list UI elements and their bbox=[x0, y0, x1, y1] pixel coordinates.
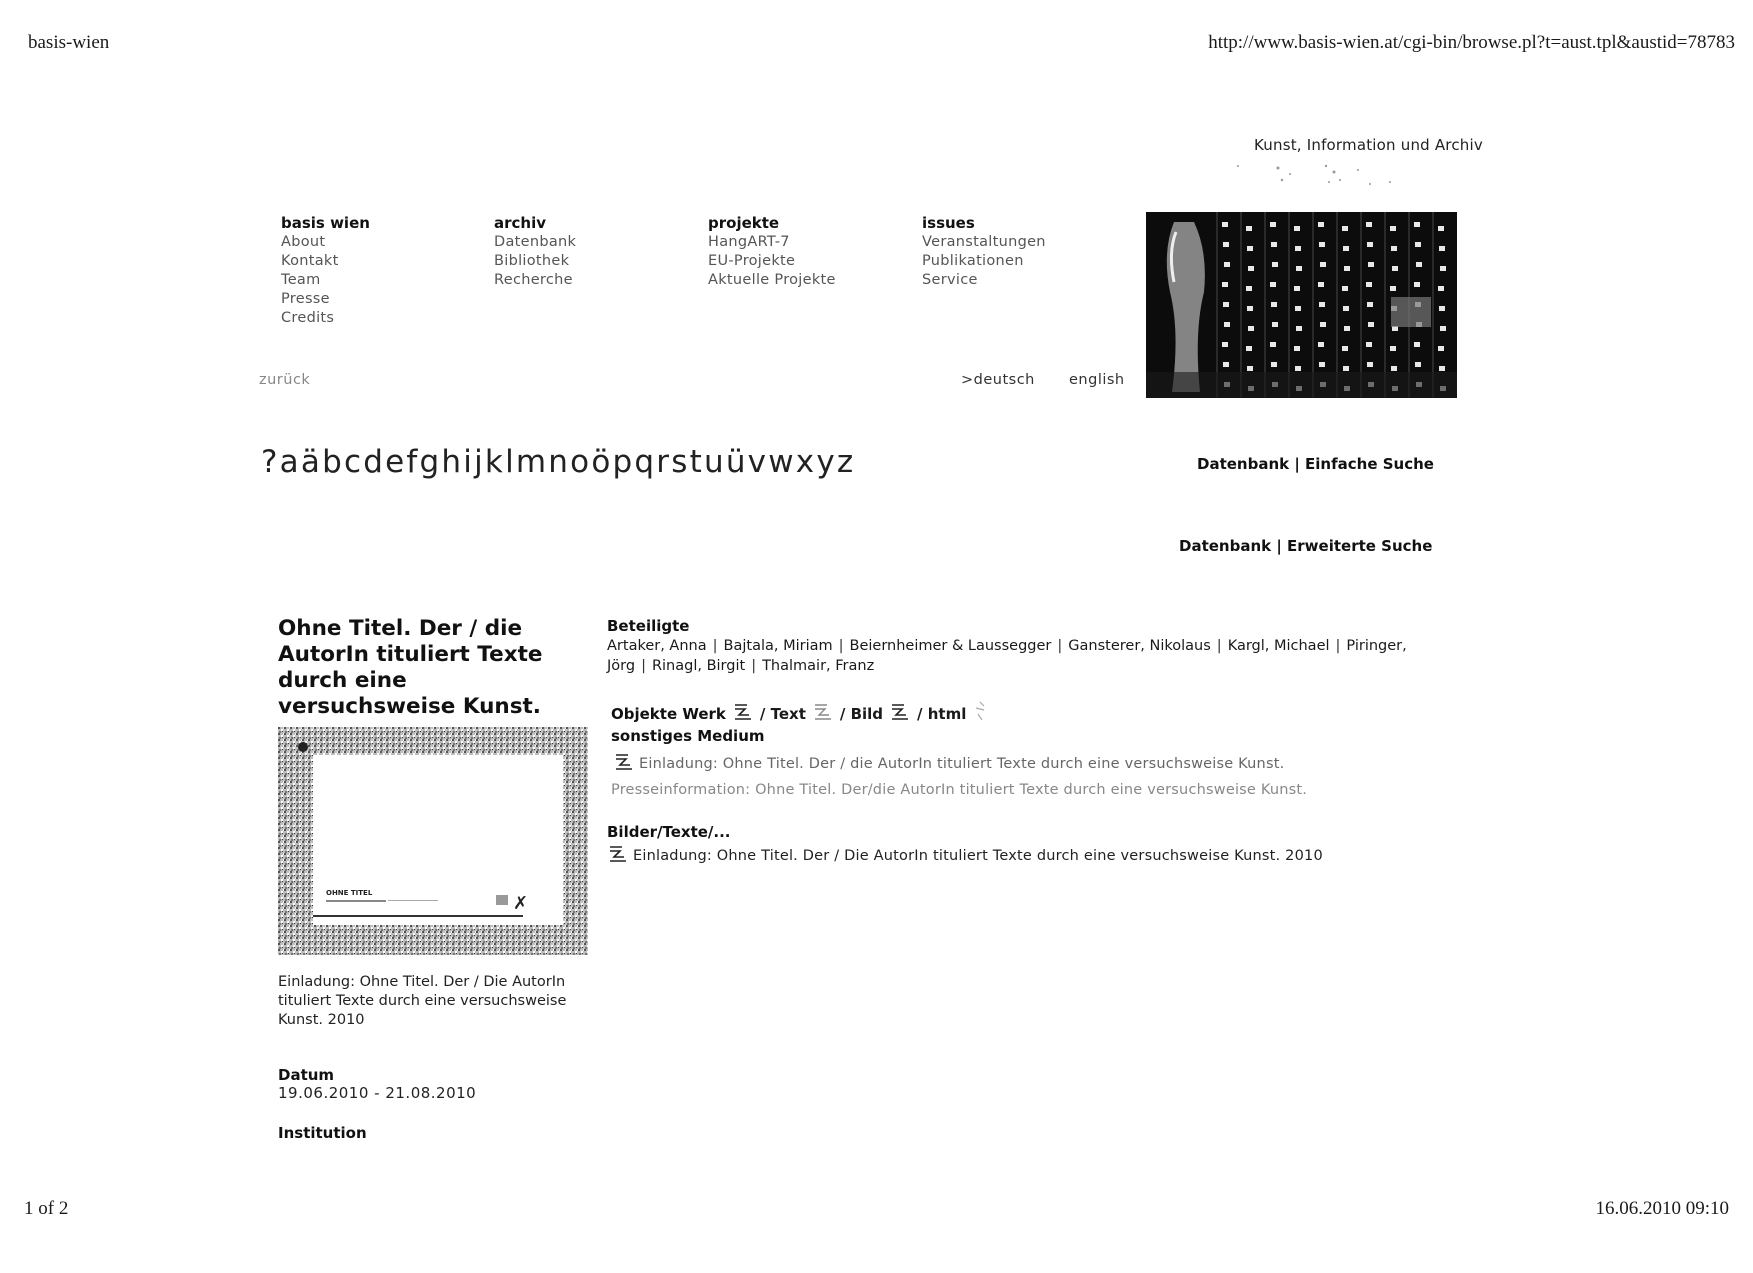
alphabet-letter[interactable]: u bbox=[703, 444, 726, 480]
alphabet-letter[interactable]: ö bbox=[591, 444, 613, 480]
alphabet-letter[interactable]: ? bbox=[261, 444, 280, 480]
alphabet-letter[interactable]: e bbox=[385, 444, 407, 480]
participant-separator: | bbox=[838, 638, 844, 654]
alphabet-letter[interactable]: i bbox=[463, 444, 475, 480]
alphabet-letter[interactable]: ü bbox=[725, 444, 748, 480]
nav-column-issues bbox=[922, 214, 1046, 290]
participants-label: Beteiligte bbox=[607, 617, 690, 635]
nav-item-datenbank[interactable]: Datenbank bbox=[494, 234, 577, 250]
print-footer-timestamp: 16.06.2010 09:10 bbox=[1595, 1198, 1729, 1219]
alphabet-letter[interactable]: l bbox=[505, 444, 516, 480]
alphabet-letter[interactable]: q bbox=[634, 444, 657, 480]
participant-separator: | bbox=[1057, 638, 1063, 654]
participant-link[interactable]: Kargl, Michael bbox=[1227, 638, 1330, 654]
nav-item-hangart-7[interactable]: HangART-7 bbox=[708, 234, 790, 250]
date-value: 19.06.2010 - 21.08.2010 bbox=[278, 1084, 477, 1102]
bilder-item-text[interactable]: Einladung: Ohne Titel. Der / Die AutorIn tituliert Texte durch eine versuchsweise Kunst. 2010 bbox=[633, 848, 1323, 864]
alphabet-letter[interactable]: c bbox=[343, 444, 364, 480]
alphabet-letter[interactable]: ä bbox=[300, 444, 323, 480]
nav-item-eu-projekte[interactable]: EU-Projekte bbox=[708, 253, 796, 269]
bilder-item[interactable] bbox=[607, 844, 1323, 868]
logo-speckle-graphic bbox=[1230, 160, 1430, 190]
nav-heading-archiv[interactable]: archiv bbox=[494, 214, 547, 232]
exhibition-title: Ohne Titel. Der / die AutorIn tituliert Texte durch eine versuchsweise Kunst. bbox=[278, 616, 543, 719]
alphabet-letter[interactable]: f bbox=[406, 444, 420, 480]
alphabet-letter[interactable]: a bbox=[279, 444, 301, 480]
participant-separator: | bbox=[1216, 638, 1222, 654]
participant-link[interactable]: Artaker, Anna bbox=[607, 638, 707, 654]
participant-separator: | bbox=[641, 658, 646, 674]
thumb-caption: Einladung: Ohne Titel. Der / Die AutorIn tituliert Texte durch eine versuchsweise Kunst. 2010 bbox=[278, 974, 567, 1028]
alphabet-letter[interactable]: t bbox=[689, 444, 704, 480]
svg-text:✗: ✗ bbox=[513, 893, 529, 914]
medium-item-invitation[interactable] bbox=[613, 752, 1284, 776]
nav-item-publikationen[interactable]: Publikationen bbox=[922, 253, 1024, 269]
nav-item-aktuelle-projekte[interactable]: Aktuelle Projekte bbox=[708, 272, 836, 288]
participant-separator: | bbox=[751, 658, 757, 674]
alphabet-letter[interactable]: d bbox=[363, 444, 386, 480]
print-header-title: basis-wien bbox=[28, 32, 110, 53]
alphabet-letter[interactable]: n bbox=[548, 444, 571, 480]
participant-link[interactable]: Piringer, Jörg bbox=[607, 638, 1407, 674]
bild-document-icon[interactable] bbox=[889, 702, 911, 726]
nav-item-presse[interactable]: Presse bbox=[281, 291, 330, 307]
alphabet-letter[interactable]: m bbox=[515, 444, 549, 480]
medium-label: sonstiges Medium bbox=[611, 727, 765, 745]
alphabet-letter[interactable]: h bbox=[441, 444, 464, 480]
nav-item-bibliothek[interactable]: Bibliothek bbox=[494, 253, 570, 269]
participant-link[interactable]: Bajtala, Miriam bbox=[723, 638, 833, 654]
archive-shelves-photo bbox=[1146, 212, 1457, 398]
alphabet-letter[interactable]: p bbox=[612, 444, 635, 480]
participants-list bbox=[607, 636, 1437, 676]
participant-link[interactable]: Gansterer, Nikolaus bbox=[1068, 638, 1211, 654]
nav-item-credits[interactable]: Credits bbox=[281, 310, 335, 326]
nav-column-projekte bbox=[708, 214, 836, 290]
alphabet-letter[interactable]: j bbox=[474, 444, 485, 480]
participant-separator: | bbox=[1335, 638, 1341, 654]
bilder-label: Bilder/Texte/... bbox=[607, 823, 731, 841]
print-footer-page: 1 of 2 bbox=[24, 1198, 69, 1219]
institution-label: Institution bbox=[278, 1124, 367, 1142]
participant-link[interactable]: Thalmair, Franz bbox=[762, 658, 875, 674]
alphabet-letter[interactable]: v bbox=[747, 444, 769, 480]
objects-html-label[interactable]: / html bbox=[917, 705, 967, 723]
invitation-thumbnail[interactable] bbox=[278, 727, 588, 955]
thumb-text: OHNE TITEL bbox=[326, 889, 373, 897]
alphabet-letter[interactable]: y bbox=[816, 444, 837, 480]
objects-text-label[interactable]: / Text bbox=[759, 705, 806, 723]
lang-english-link[interactable]: english bbox=[1069, 372, 1125, 388]
alphabet-letter[interactable]: w bbox=[768, 444, 796, 480]
simple-search-link[interactable]: Datenbank | Einfache Suche bbox=[1197, 455, 1434, 473]
lang-deutsch-link[interactable]: >deutsch bbox=[961, 372, 1035, 388]
advanced-search-link[interactable]: Datenbank | Erweiterte Suche bbox=[1179, 537, 1433, 555]
objects-werk-label: Objekte Werk bbox=[611, 705, 726, 723]
html-document-icon[interactable] bbox=[972, 700, 988, 728]
alphabet-letter[interactable]: g bbox=[419, 444, 442, 480]
medium-item-invitation-text[interactable]: Einladung: Ohne Titel. Der / die AutorIn tituliert Texte durch eine versuchsweise Kunst. bbox=[639, 756, 1285, 772]
nav-item-about[interactable]: About bbox=[281, 234, 326, 250]
objects-bild-label[interactable]: / Bild bbox=[839, 705, 884, 723]
nav-item-recherche[interactable]: Recherche bbox=[494, 272, 573, 288]
nav-heading-issues[interactable]: issues bbox=[922, 214, 975, 232]
nav-heading-projekte[interactable]: projekte bbox=[708, 214, 780, 232]
alphabet-letter[interactable]: z bbox=[836, 444, 856, 480]
object-type-row bbox=[611, 700, 988, 728]
invitation-document-icon[interactable] bbox=[613, 752, 635, 776]
nav-column-archiv bbox=[494, 214, 576, 290]
alphabet-index bbox=[261, 444, 855, 480]
medium-item-press[interactable]: Presseinformation: Ohne Titel. Der/die AutorIn tituliert Texte durch eine versuchsweise Kunst. bbox=[611, 782, 1308, 798]
alphabet-letter[interactable]: x bbox=[795, 444, 817, 480]
alphabet-letter[interactable]: o bbox=[570, 444, 592, 480]
alphabet-letter[interactable]: k bbox=[484, 444, 506, 480]
back-link[interactable]: zurück bbox=[259, 372, 311, 388]
nav-item-service[interactable]: Service bbox=[922, 272, 978, 288]
text-document-icon[interactable] bbox=[812, 702, 834, 726]
print-header-url: http://www.basis-wien.at/cgi-bin/browse.pl?t=aust.tpl&austid=78783 bbox=[1208, 32, 1735, 53]
date-label: Datum bbox=[278, 1066, 335, 1084]
alphabet-letter[interactable]: r bbox=[656, 444, 672, 480]
participant-link[interactable]: Beiernheimer & Laussegger bbox=[849, 638, 1052, 654]
alphabet-letter[interactable]: b bbox=[322, 444, 344, 480]
nav-item-team[interactable]: Team bbox=[281, 272, 321, 288]
participant-separator: | bbox=[712, 638, 718, 654]
participant-link[interactable]: Rinagl, Birgit bbox=[651, 658, 746, 674]
bilder-document-icon[interactable] bbox=[607, 844, 629, 868]
nav-heading-basis-wien[interactable]: basis wien bbox=[281, 214, 370, 232]
werk-document-icon[interactable] bbox=[732, 702, 754, 726]
alphabet-letter[interactable]: s bbox=[671, 444, 690, 480]
nav-column-basis-wien bbox=[281, 214, 370, 328]
nav-item-veranstaltungen[interactable]: Veranstaltungen bbox=[922, 234, 1046, 250]
nav-item-kontakt[interactable]: Kontakt bbox=[281, 253, 339, 269]
site-tagline: Kunst, Information und Archiv bbox=[1254, 136, 1483, 154]
